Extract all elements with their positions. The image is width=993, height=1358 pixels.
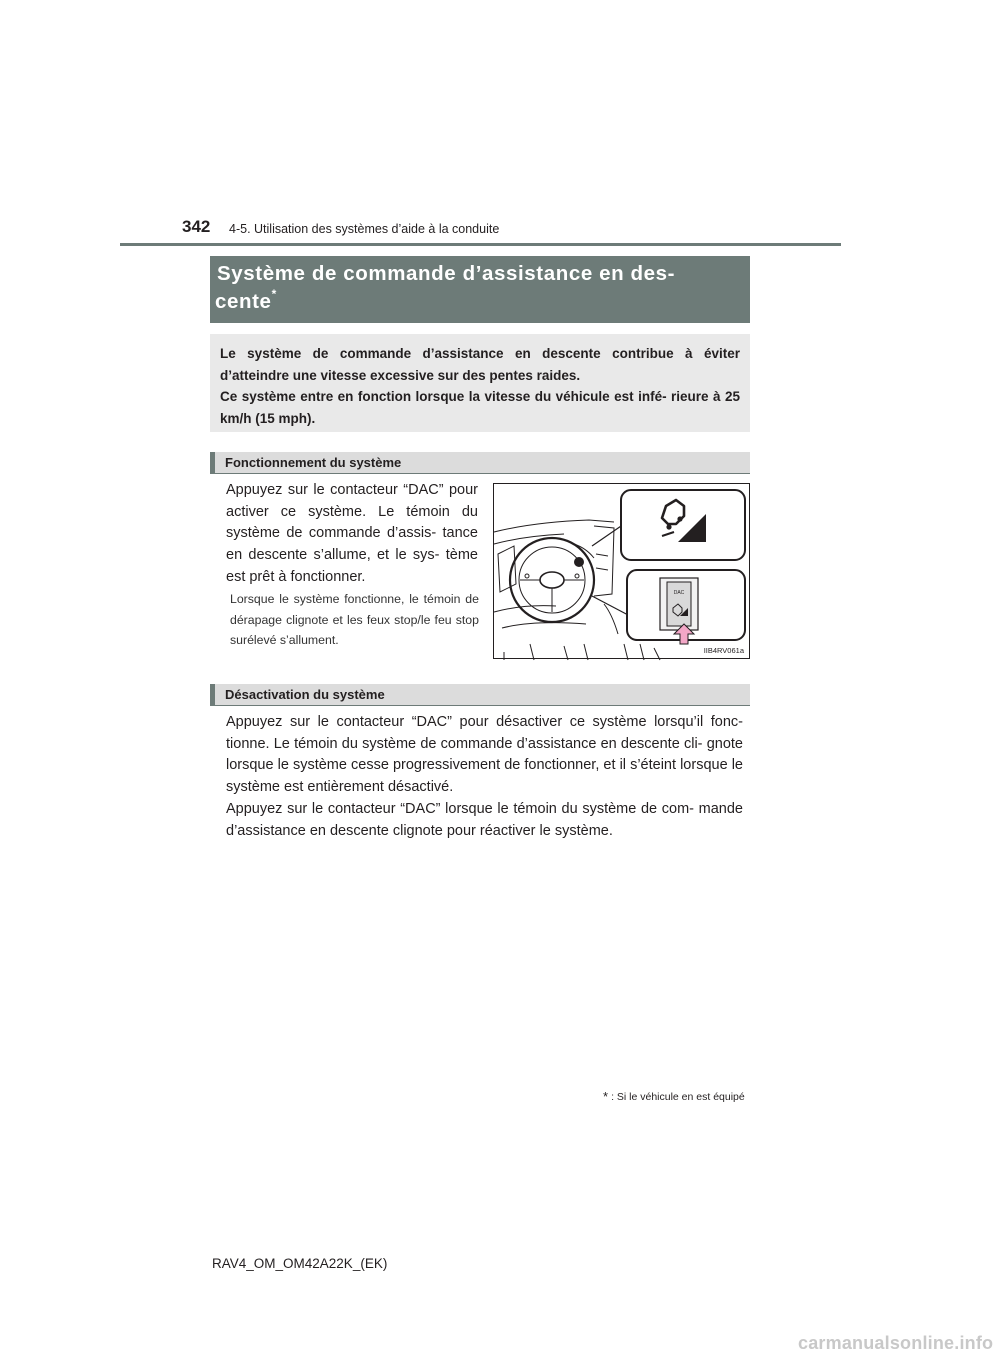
- section-heading-deactivation-text: Désactivation du système: [225, 687, 385, 702]
- footnote-star: *: [603, 1089, 609, 1104]
- document-code: RAV4_OM_OM42A22K_(EK): [212, 1256, 388, 1271]
- section-heading-deactivation: [210, 684, 750, 706]
- intro-para-1: Le système de commande d’assistance en descente contribue à éviter d’atteindre une vitesse excessive sur des pentes raides.: [220, 346, 740, 383]
- title-line-1: Système de commande d’assistance en des-: [217, 262, 676, 285]
- deactivation-para-1: Appuyez sur le contacteur “DAC” pour désactiver ce système lorsqu’il fonc- tionne. Le témoin du système de commande d’assistance en descente cli- gnote lorsque le système cesse progressivement de fonctionner, et il s’éteint lorsque le système est entièrement désactivé.: [226, 714, 743, 796]
- page-number: 342: [182, 217, 211, 236]
- title-star: *: [271, 287, 277, 301]
- section-heading-operation: [210, 452, 750, 474]
- intro-para-2: Ce système entre en fonction lorsque la vitesse du véhicule est infé- rieure à 25 km/h (15 mph).: [220, 389, 740, 426]
- page-title: [210, 256, 750, 323]
- deactivation-para-2: Appuyez sur le contacteur “DAC” lorsque le témoin du système de com- mande d’assistance en descente clignote pour réactiver le système.: [226, 801, 743, 839]
- footnote: [603, 1088, 745, 1103]
- title-line-2-text: cente: [215, 289, 272, 313]
- dac-switch-label: DAC: [673, 590, 685, 596]
- watermark: carmanualsonline.info: [798, 1333, 993, 1353]
- section-header: 4-5. Utilisation des systèmes d’aide à la conduite: [229, 222, 500, 236]
- operation-text: Appuyez sur le contacteur “DAC” pour activer ce système. Le témoin du système de commande d’assis- tance en descente s’allume, et le sys- tème est prêt à fonctionner.: [226, 482, 478, 585]
- header-rule: [120, 243, 841, 246]
- footnote-text: : Si le véhicule en est équipé: [611, 1091, 745, 1103]
- dashboard-illustration: [494, 484, 751, 660]
- intro-box: [210, 334, 750, 432]
- dac-figure: [493, 483, 750, 659]
- title-line-2: [215, 289, 277, 314]
- figure-code: IIB4RV061a: [703, 646, 744, 655]
- operation-note: Lorsque le système fonctionne, le témoin de dérapage clignote et les feux stop/le feu stop surélevé s’allument.: [230, 592, 479, 647]
- section-heading-operation-text: Fonctionnement du système: [225, 455, 402, 470]
